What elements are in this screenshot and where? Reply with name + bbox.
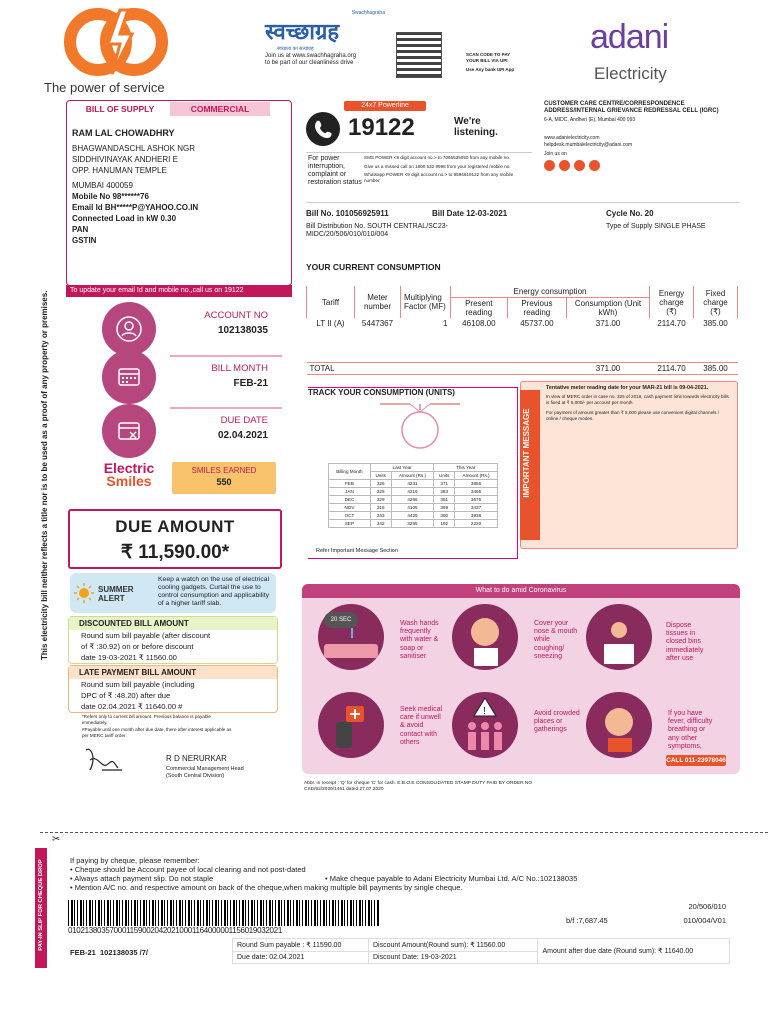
col-energy: Energy consumption bbox=[451, 286, 650, 298]
bill-month-value: FEB-21 bbox=[233, 378, 268, 389]
discount-amount: Discount Amount(Round sum): ₹ 11560.00 bbox=[368, 939, 538, 952]
cough-icon bbox=[452, 604, 518, 670]
slip-month: FEB-21 102138035 /7/ bbox=[70, 948, 148, 957]
customer-details bbox=[72, 128, 282, 246]
scan-text: SCAN CODE TO PAY YOUR BILL VIA UPI Use Any bank UPI App bbox=[466, 52, 515, 73]
crowd-icon bbox=[452, 692, 518, 758]
cut-line bbox=[40, 832, 768, 833]
table-row: DEC 329 4266 351 3675 bbox=[329, 496, 498, 504]
col-mf: Multiplying Factor (MF) bbox=[401, 286, 451, 318]
address-city: MUMBAI 400059 bbox=[72, 181, 133, 190]
barcode-text: 0102138035700011590020420210001164000001156019032021 bbox=[68, 926, 282, 935]
table-row: NOV 315 4105 369 3437 bbox=[329, 504, 498, 512]
fever-icon bbox=[586, 692, 652, 758]
user-icon bbox=[102, 302, 156, 356]
col-energy-charge: Energy charge (₹) bbox=[650, 286, 694, 318]
tip-medical: Seek medical care if unwell & avoid contact with others bbox=[400, 706, 443, 746]
listening-tag: We're listening. bbox=[454, 116, 498, 138]
powerline-badge: 24x7 Powerline bbox=[344, 101, 426, 111]
cheque-title: If paying by cheque, please remember: bbox=[70, 856, 200, 865]
table-row: FEB 326 4231 371 3856 bbox=[329, 480, 498, 488]
linkedin-icon[interactable] bbox=[589, 160, 600, 171]
smiles-label: SMILES EARNED bbox=[191, 466, 257, 475]
customer-name: RAM LAL CHOWADHRY bbox=[72, 128, 175, 138]
upi-qr-code[interactable] bbox=[396, 32, 442, 78]
electric-smiles-logo: Electric Smiles bbox=[103, 460, 155, 489]
bill-date: Bill Date 12-03-2021 bbox=[432, 209, 508, 218]
cycle-number: Cycle No. 20 bbox=[606, 209, 654, 218]
svg-text:!: ! bbox=[483, 706, 486, 717]
discounted-bill-box bbox=[68, 616, 278, 664]
dispose-tissue-icon bbox=[586, 604, 652, 670]
smiles-earned-box bbox=[172, 462, 276, 494]
brought-forward: b/f :7,687.45 bbox=[566, 916, 608, 925]
summer-alert-text: Keep a watch on the use of electrical cooling gadgets. Curtail the use to control consumption and applicability of a higher tariff slab. bbox=[158, 576, 270, 607]
customer-care: CUSTOMER CARE CENTRE/CORRESPONDENCE ADDRESS/INTERNAL GRIEVANCE REDRESSAL CELL (IGRC) 6-A, MIDC, Andheri (E), Mumbai 400 093 www.adanielectricity.com helpdesk.mumbaielectricity@adani.com Join us on bbox=[544, 101, 740, 171]
account-box bbox=[170, 304, 282, 356]
late-line: Round sum bill payable (including bbox=[81, 680, 195, 689]
supply-type: Type of Supply SINGLE PHASE bbox=[606, 223, 706, 230]
col-units: Consumption (Unit kWh) bbox=[567, 298, 650, 319]
track-note: Refer Important Message Section bbox=[316, 548, 398, 554]
property-disclaimer: This electricity bill neither reflects a title nor is to be used as a proof of any property or premises. bbox=[40, 290, 49, 660]
pay-in-slip-label: PAY-IN SLIP FOR CHEQUE DROP bbox=[38, 859, 44, 951]
tip-symptoms: If you have fever, difficulty breathing or any other symptoms, bbox=[668, 710, 713, 750]
connected-load: Connected Load in kW 0.30 bbox=[72, 214, 177, 223]
electricity-label: Electricity bbox=[594, 64, 667, 83]
update-contact-note: To update your email Id and mobile no.,call us on 19122 bbox=[66, 285, 292, 297]
helpline-number: 19122 bbox=[348, 114, 415, 141]
footnotes: *Refers only to current bill amount. Previous balance is payable immediately. #Payable until one month after due date, there after interest applicable as per MERC tariff order. bbox=[82, 714, 232, 738]
late-line: DPC of ₹ :48.20) after due bbox=[81, 691, 171, 700]
round-sum: Round Sum payable : ₹ 11590.00 bbox=[233, 939, 369, 952]
youtube-icon[interactable] bbox=[574, 160, 585, 171]
scissors-icon: ✂ bbox=[52, 834, 61, 845]
phone-icon bbox=[306, 112, 340, 146]
tagline: The power of service bbox=[44, 80, 165, 95]
payment-barcode bbox=[68, 900, 380, 926]
bill-number: Bill No. 101056925911 bbox=[306, 209, 389, 218]
tab-commercial: COMMERCIAL bbox=[170, 102, 270, 116]
col-tariff: Tariff bbox=[307, 286, 355, 318]
table-row: SEP 342 3255 192 2220 bbox=[329, 520, 498, 528]
sun-icon bbox=[74, 583, 94, 603]
address-line: SIDDHIVINAYAK ANDHERI E bbox=[72, 155, 178, 164]
timer-badge: 20 SEC bbox=[324, 612, 358, 628]
address-line: BHAGWANDASCHL ASHOK NGR bbox=[72, 144, 195, 153]
col-fixed-charge: Fixed charge (₹) bbox=[694, 286, 738, 318]
tip-crowd: Avoid crowded places or gatherings bbox=[534, 710, 580, 734]
col-present: Present reading bbox=[451, 298, 508, 319]
tab-bill-of-supply: BILL OF SUPPLY bbox=[85, 104, 155, 114]
due-date-label: DUE DATE bbox=[220, 415, 268, 426]
due-date-value: 02.04.2021 bbox=[217, 430, 268, 441]
discounted-line: of ₹ :30.92) on or before discount bbox=[81, 642, 194, 651]
slip-due-date: Due date: 02.04.2021 bbox=[233, 952, 369, 964]
code-line-1: 20/506/010 bbox=[688, 902, 726, 911]
address-line: OPP. HANUMAN TEMPLE bbox=[72, 166, 167, 175]
facebook-icon[interactable] bbox=[544, 160, 555, 171]
calendar-icon bbox=[102, 350, 156, 404]
due-date-box bbox=[170, 408, 282, 460]
tip-dispose: Dispose tissues in closed bins immediately after use bbox=[666, 622, 704, 662]
abbreviation-note: Abbr. in receipt : 'Q' for cheque 'C' for cash. E.B.O.E CONSOLIDATED STAMP DUTY PAID BY ORDER NO CSD/62/2020/1461 dated 27.07.2020 bbox=[304, 781, 533, 792]
signature bbox=[82, 742, 126, 778]
bill-month-box bbox=[170, 356, 282, 408]
history-table: Billing Month Last Year This Year Units Amount (Rs.) Units Amount (Rs.) FEB 326 4231 371 3856 JAN 325 4219 383 3465 DEC 329 4266 351 3675 NOV 315 4105 369 3437 OCT 343 4429 380 3938 SEP 342 3255 192 2220 bbox=[328, 463, 498, 528]
bill-month-label: BILL MONTH bbox=[211, 363, 268, 374]
cheque-instructions: If paying by cheque, please remember: • Cheque should be Account payee of local clearing and not post-dated • Always attach payment slip. Do not staple • Make cheque payable to Adani Electricity Mumbai Ltd. A/C No.:102138035 • Mention A/C no. and respective amount on back of the cheque,when making multiple bill payments by single cheque. bbox=[70, 856, 630, 892]
important-tab-label: IMPORTANT MESSAGE bbox=[522, 408, 531, 498]
tip-wash: Wash hands frequently with water & soap or sanitiser bbox=[400, 620, 439, 660]
bulb-icon bbox=[380, 398, 460, 454]
due-amount-value: ₹ 11,590.00* bbox=[120, 542, 230, 563]
corona-call-number[interactable]: CALL 011-23978046 bbox=[666, 757, 726, 764]
mobile-number: Mobile No 98******76 bbox=[72, 192, 149, 201]
smiles-value: 550 bbox=[216, 477, 232, 487]
pan: PAN bbox=[72, 225, 89, 234]
due-amount-box bbox=[68, 509, 282, 569]
due-amount-label: DUE AMOUNT bbox=[115, 517, 235, 536]
discount-date: Discount Date: 19-03-2021 bbox=[368, 952, 538, 964]
slip-amounts bbox=[232, 938, 730, 964]
coronavirus-title: What to do amid Coronavirus bbox=[302, 584, 740, 598]
table-row: OCT 343 4429 380 3938 bbox=[329, 512, 498, 520]
important-bullets: Tentative meter reading date for your MAR-21 bill is 09-04-2021. In view of MERC order in case no. 325 of 2019, cash payment limit towards electricity bills is fixed at ₹ 5,000/- per account per month. For payment of amount greater than ₹ 5,000 please use convenient digital channels / online / cheque modes. bbox=[546, 385, 729, 421]
col-previous: Previous reading bbox=[507, 298, 566, 319]
late-line: date 02.04.2021 ₹ 11640.00 # bbox=[81, 702, 183, 711]
twitter-icon[interactable] bbox=[559, 160, 570, 171]
discounted-line: date 19-03-2021 ₹ 11560.00 bbox=[81, 653, 177, 662]
email-id: Email Id BH*****P@YAHOO.CO.IN bbox=[72, 203, 199, 212]
interruption-methods: SMS POWER <9 digit account no.> to 7065535050 from any mobile no. Give us a missed call on 1800 532 9998 from your registered mobile no. Whatsapp POWER <9 digit account no.> to 9594619122 from any mobile number. bbox=[364, 155, 514, 183]
bill-tabs bbox=[70, 102, 270, 116]
summer-alert: SUMMER ALERT Keep a watch on the use of electrical cooling gadgets. Curtail the use to control consumption and applicability of a higher tariff slab. bbox=[70, 573, 276, 613]
code-line-2: 010/004/V01 bbox=[683, 916, 726, 925]
col-meter: Meter number bbox=[355, 286, 401, 318]
consumption-title: YOUR CURRENT CONSUMPTION bbox=[306, 262, 441, 272]
after-due-amount: Amount after due date (Round sum): ₹ 11640.00 bbox=[538, 939, 730, 964]
total-row: TOTAL 371.00 2114.70 385.00 bbox=[307, 362, 738, 374]
account-number: 102138035 bbox=[217, 325, 268, 336]
medical-care-icon bbox=[318, 692, 384, 758]
adani-brand: adani bbox=[590, 18, 669, 56]
discounted-title: DISCOUNTED BILL AMOUNT bbox=[69, 617, 277, 630]
bill-info bbox=[306, 202, 740, 238]
table-row: LT II (A) 5447367 1 46108.00 45737.00 371.00 2114.70 385.00 bbox=[316, 319, 728, 328]
adani-power-logo bbox=[62, 6, 168, 78]
gstin: GSTIN bbox=[72, 236, 97, 245]
discounted-line: Round sum bill payable (after discount bbox=[81, 631, 211, 640]
signatory: R D NERURKAR Commercial Management Head (South Central Division) bbox=[166, 754, 244, 779]
table-row: JAN 325 4219 383 3465 bbox=[329, 488, 498, 496]
track-title: TRACK YOUR CONSUMPTION (UNITS) bbox=[308, 388, 455, 397]
consumption-table bbox=[306, 286, 738, 375]
interruption-box bbox=[306, 152, 532, 186]
late-payment-box bbox=[68, 665, 278, 713]
account-label: ACCOUNT NO bbox=[204, 310, 268, 321]
due-calendar-icon bbox=[102, 404, 156, 458]
social-icons bbox=[544, 160, 740, 171]
distribution-number: Bill Distribution No. SOUTH CENTRAL/SC23-MIDC/20/506/010/010/004 bbox=[306, 223, 448, 238]
tip-cover: Cover your nose & mouth while coughing/ sneezing bbox=[534, 620, 578, 660]
late-title: LATE PAYMENT BILL AMOUNT bbox=[69, 666, 277, 679]
swachhagraha-logo: Swachhagraha स्वच्छाग्रह स्वच्छता का सत्याग्रह Join us at www.swachhagraha.org to be part of our cleanliness drive bbox=[265, 10, 385, 66]
interruption-label: For power interruption, complaint or restoration status bbox=[308, 155, 362, 186]
